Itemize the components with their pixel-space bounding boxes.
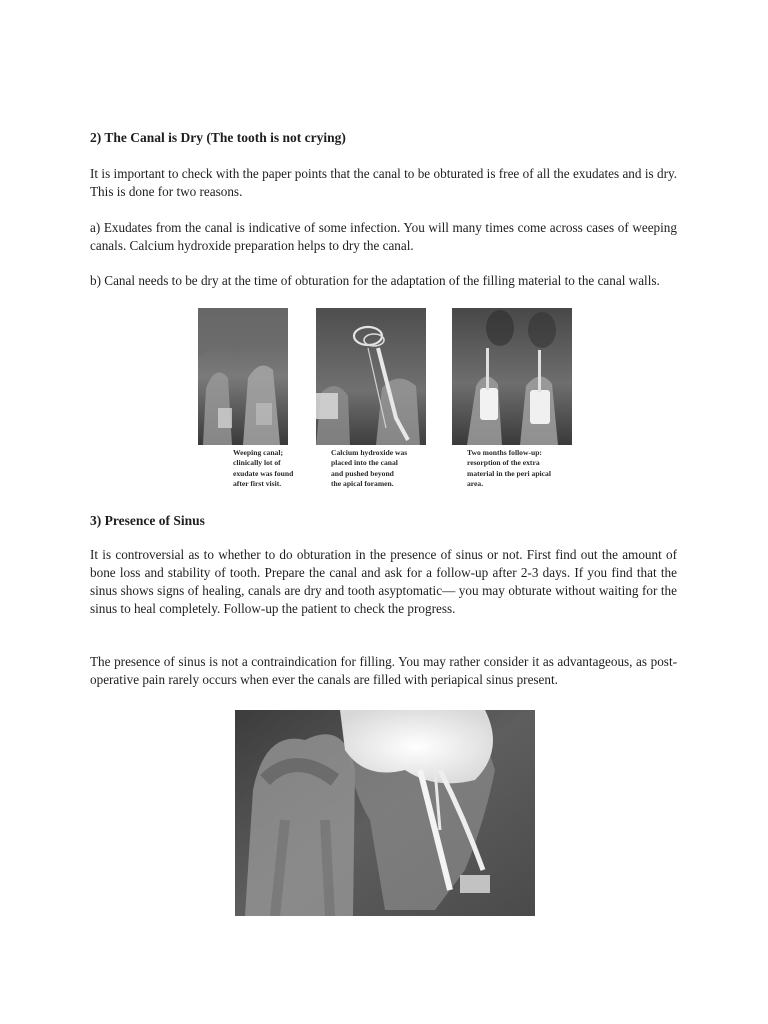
section-heading-canal-dry: 2) The Canal is Dry (The tooth is not crying)	[90, 130, 346, 145]
section-heading-sinus: 3) Presence of Sinus	[90, 513, 205, 528]
xray-periapical-sinus	[235, 710, 535, 916]
caption-follow-up: Two months follow-up: resorption of the extra material in the peri apical area.	[467, 448, 551, 489]
xray-weeping-canal	[198, 308, 288, 445]
caption-weeping-canal: Weeping canal; clinically lot of exudate was found after first visit.	[233, 448, 294, 489]
paragraph-exudates: a) Exudates from the canal is indicative of some infection. You will many times come across cases of weeping canals. Calcium hydroxide preparation helps to dry the canal.	[90, 220, 677, 253]
xray-follow-up	[452, 308, 572, 445]
paragraph-sinus-advantage: The presence of sinus is not a contraindication for filling. You may rather consider it as advantageous, as post-operative pain rarely occurs when ever the canals are filled with periapical sinus present.	[90, 654, 677, 687]
paragraph-sinus-controversy: It is controversial as to whether to do obturation in the presence of sinus or not. First find out the amount of bone loss and stability of tooth. Prepare the canal and ask for a follow-up after 2-3 days. If you find that the sinus shows signs of healing, canals are dry and tooth asyptomatic— you may obturate without waiting for the sinus to heal completely. Follow-up the patient to check the progress.	[90, 547, 677, 616]
paragraph-dry-canal: b) Canal needs to be dry at the time of obturation for the adaptation of the filling material to the canal walls.	[90, 273, 660, 288]
paragraph-paper-points: It is important to check with the paper points that the canal to be obturated is free of all the exudates and is dry. This is done for two reasons.	[90, 166, 677, 199]
xray-calcium-hydroxide	[316, 308, 426, 445]
caption-calcium-hydroxide: Calcium hydroxide was placed into the canal and pushed beyond the apical foramen.	[331, 448, 408, 489]
